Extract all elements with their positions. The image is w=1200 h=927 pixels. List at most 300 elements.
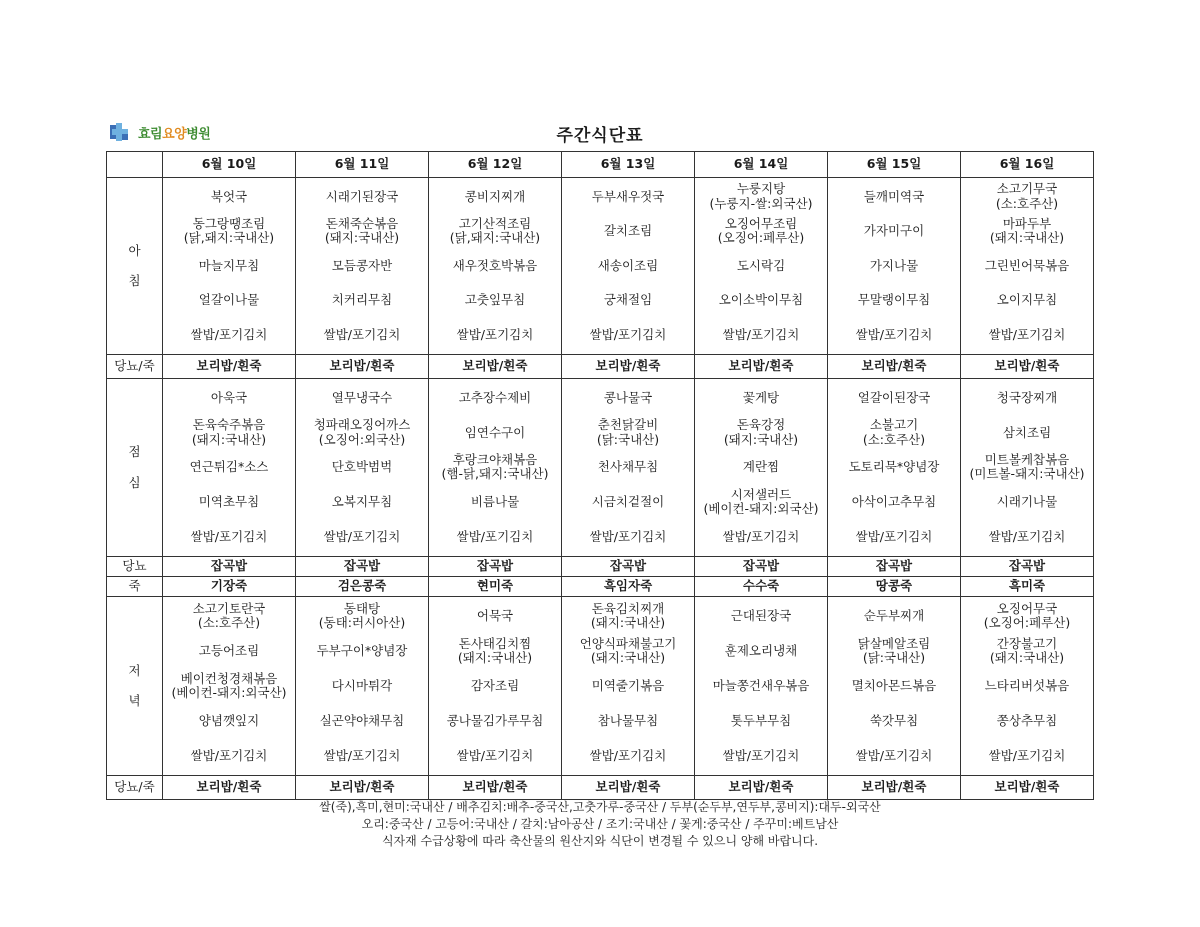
dinner-label-char: 녁 (128, 693, 141, 708)
menu-item (695, 249, 827, 284)
dish-name: 어묵국 (476, 607, 514, 623)
menu-item (961, 450, 1093, 485)
menu-item (562, 180, 694, 215)
origin-note: (오징어:페루산) (717, 230, 805, 246)
dish-name: 새우젓호박볶음 (452, 257, 538, 273)
origin-note: (오징어:페루산) (983, 615, 1071, 630)
dish-name: 돈육강정 (736, 417, 786, 433)
dish-name: 춘천닭갈비 (597, 417, 659, 433)
dish-name: 천사채무침 (597, 459, 659, 475)
dish-name: 고등어조림 (198, 642, 260, 658)
origin-note: (소:호주산) (197, 615, 261, 630)
dinner-label-char: 저 (128, 662, 141, 678)
menu-item (296, 669, 428, 704)
lunch-menu-cell (828, 379, 961, 557)
dish-name: 쌀밥/포기김치 (722, 747, 800, 763)
dish-name: 쌀밥/포기김치 (589, 326, 667, 342)
menu-item (296, 249, 428, 284)
dish-name: 고추장수제비 (458, 389, 532, 405)
menu-item (296, 450, 428, 485)
menu-item (961, 704, 1093, 739)
dish-name: 돈육숙주볶음 (192, 417, 266, 433)
origin-note: (닭:국내산) (862, 650, 926, 665)
day-header: 6월 12일 (429, 152, 562, 178)
lunch-diabetic-row (107, 557, 1094, 577)
dinner-diet-row-cell: 보리밥/흰죽 (163, 776, 296, 800)
menu-item (695, 450, 827, 485)
origin-note: (닭,돼지:국내산) (449, 230, 541, 246)
header-row (107, 152, 1094, 178)
dish-name: 갈치조림 (603, 223, 653, 239)
origin-note: (돼지:국내산) (590, 650, 666, 665)
dish-name: 쌀밥/포기김치 (722, 326, 800, 342)
dish-name: 쌀밥/포기김치 (190, 747, 268, 763)
lunch-porridge-row-cell: 현미죽 (429, 577, 562, 597)
dish-name: 쌀밥/포기김치 (456, 747, 534, 763)
menu-item (562, 669, 694, 704)
dish-name: 쫑상추무침 (996, 712, 1058, 728)
origin-note: (돼지:국내산) (324, 230, 400, 246)
menu-item (429, 520, 561, 555)
menu-item (828, 485, 960, 520)
menu-item (429, 214, 561, 249)
dish-name: 참나물무침 (597, 712, 659, 728)
menu-item (163, 669, 295, 704)
dish-name: 동그랑땡조림 (192, 216, 266, 232)
menu-item (961, 180, 1093, 215)
menu-item (828, 520, 960, 555)
menu-item (828, 704, 960, 739)
dish-name: 톳두부무침 (730, 712, 792, 728)
menu-item (695, 669, 827, 704)
origin-note: (동태:러시아산) (318, 615, 406, 630)
menu-item (695, 485, 827, 520)
lunch-menu-cell (429, 379, 562, 557)
dish-name: 쌀밥/포기김치 (855, 747, 933, 763)
lunch-diabetic-row-cell: 잡곡밥 (296, 557, 429, 577)
menu-item (429, 180, 561, 215)
lunch-diabetic-row-cell: 잡곡밥 (562, 557, 695, 577)
menu-item (562, 520, 694, 555)
menu-item (961, 739, 1093, 774)
menu-item (163, 381, 295, 416)
menu-item (163, 739, 295, 774)
menu-item (429, 704, 561, 739)
dish-name: 마늘지무침 (198, 257, 260, 273)
dinner-menu-cell (163, 597, 296, 776)
dish-name: 도시락김 (736, 257, 786, 273)
menu-item (163, 485, 295, 520)
menu-item (828, 669, 960, 704)
dinner-menu-cell (562, 597, 695, 776)
dish-name: 새송이조림 (597, 257, 659, 273)
lunch-row (107, 379, 1094, 557)
menu-item (163, 283, 295, 318)
dish-name: 쌀밥/포기김치 (323, 747, 401, 763)
dish-name: 얼갈이나물 (198, 292, 260, 308)
menu-item (828, 381, 960, 416)
footer-origin-line-2: 오리:중국산 / 고등어:국내산 / 갈치:남아공산 / 조기:국내산 / 꽃게:중국산 / 주꾸미:베트남산 (361, 817, 839, 831)
breakfast-diet-row-cell: 보리밥/흰죽 (429, 355, 562, 379)
dish-name: 아삭이고추무침 (851, 494, 937, 510)
menu-item (695, 214, 827, 249)
dish-name: 돈육김치찌개 (591, 600, 665, 616)
menu-item (429, 450, 561, 485)
menu-item (163, 599, 295, 634)
dish-name: 돈사태김치찜 (458, 635, 532, 651)
menu-item (296, 739, 428, 774)
menu-item (163, 450, 295, 485)
dish-name: 동태탕 (343, 600, 381, 616)
dish-name: 쌀밥/포기김치 (855, 528, 933, 544)
lunch-menu-cell (562, 379, 695, 557)
menu-item (429, 318, 561, 353)
dish-name: 마파두부 (1002, 216, 1052, 232)
day-header: 6월 15일 (828, 152, 961, 178)
menu-item (163, 180, 295, 215)
day-header: 6월 13일 (562, 152, 695, 178)
menu-item (961, 283, 1093, 318)
breakfast-menu-cell (163, 178, 296, 355)
origin-note: (햄-닭,돼지:국내산) (441, 466, 549, 482)
breakfast-row (107, 178, 1094, 355)
menu-item (828, 739, 960, 774)
breakfast-menu-cell (429, 178, 562, 355)
lunch-porridge-row-cell: 땅콩죽 (828, 577, 961, 597)
menu-item (296, 318, 428, 353)
menu-item (429, 283, 561, 318)
origin-note: (베이컨-돼지:외국산) (171, 685, 287, 700)
menu-item (562, 214, 694, 249)
menu-item (163, 520, 295, 555)
menu-item (296, 180, 428, 215)
dish-name: 콩비지찌개 (464, 188, 526, 204)
dish-name: 고춧잎무침 (464, 292, 526, 308)
dish-name: 청파래오징어까스 (313, 417, 411, 433)
menu-item (562, 381, 694, 416)
dinner-diet-row-cell: 보리밥/흰죽 (296, 776, 429, 800)
dish-name: 가자미구이 (863, 223, 925, 239)
dish-name: 마늘쫑건새우볶음 (712, 677, 810, 693)
dinner-label (107, 597, 163, 776)
dish-name: 베이컨청경채볶음 (180, 670, 278, 686)
breakfast-label-char: 아 (128, 242, 141, 258)
dish-name: 무말랭이무침 (857, 292, 931, 308)
breakfast-diet-row-cell: 보리밥/흰죽 (562, 355, 695, 379)
dish-name: 후랑크야채볶음 (452, 452, 538, 468)
weekly-menu-table (106, 151, 1094, 800)
menu-item (429, 249, 561, 284)
dish-name: 두부새우젓국 (591, 188, 665, 204)
dinner-menu-cell (695, 597, 828, 776)
menu-item (961, 669, 1093, 704)
menu-item (562, 249, 694, 284)
dinner-row (107, 597, 1094, 776)
dish-name: 단호박범벅 (331, 459, 393, 475)
dish-name: 쌀밥/포기김치 (456, 528, 534, 544)
breakfast-label (107, 178, 163, 355)
dinner-menu-cell (296, 597, 429, 776)
menu-item (828, 180, 960, 215)
menu-item (961, 415, 1093, 450)
dinner-diet-row-label: 당뇨/죽 (107, 776, 163, 800)
breakfast-diet-row-cell: 보리밥/흰죽 (695, 355, 828, 379)
menu-item (695, 634, 827, 669)
menu-item (695, 381, 827, 416)
dish-name: 소고기토란국 (192, 600, 266, 616)
dish-name: 언양식파채불고기 (579, 635, 677, 651)
dish-name: 그린빈어묵볶음 (984, 257, 1070, 273)
dish-name: 도토리묵*양념장 (848, 459, 940, 475)
menu-item (163, 249, 295, 284)
menu-item (961, 599, 1093, 634)
dish-name: 미역줄기볶음 (591, 677, 665, 693)
origin-note: (소:호주산) (995, 195, 1059, 211)
dish-name: 시래기된장국 (325, 188, 399, 204)
dish-name: 청국장찌개 (996, 389, 1058, 405)
dinner-diet-row (107, 776, 1094, 800)
menu-item (961, 249, 1093, 284)
dish-name: 쌀밥/포기김치 (589, 747, 667, 763)
lunch-menu-cell (961, 379, 1094, 557)
dinner-diet-row-cell: 보리밥/흰죽 (429, 776, 562, 800)
lunch-label-char: 심 (128, 474, 141, 490)
breakfast-diet-row-cell: 보리밥/흰죽 (828, 355, 961, 379)
dish-name: 오징어무조림 (724, 216, 798, 232)
dinner-diet-row-cell: 보리밥/흰죽 (828, 776, 961, 800)
menu-item (296, 214, 428, 249)
menu-item (562, 415, 694, 450)
menu-item (695, 180, 827, 215)
dish-name: 훈제오리냉채 (724, 642, 798, 658)
breakfast-menu-cell (562, 178, 695, 355)
origin-note: (돼지:국내산) (590, 615, 666, 630)
lunch-porridge-row-cell: 기장죽 (163, 577, 296, 597)
dish-name: 쑥갓무침 (869, 712, 919, 728)
dish-name: 모듬콩자반 (331, 257, 393, 273)
lunch-diabetic-row-label: 당뇨 (107, 557, 163, 577)
menu-item (296, 381, 428, 416)
dish-name: 쌀밥/포기김치 (855, 326, 933, 342)
lunch-porridge-row-cell: 수수죽 (695, 577, 828, 597)
lunch-menu-cell (695, 379, 828, 557)
lunch-diabetic-row-cell: 잡곡밥 (961, 557, 1094, 577)
dish-name: 누룽지탕 (736, 181, 786, 197)
dinner-diet-row-cell: 보리밥/흰죽 (961, 776, 1094, 800)
menu-item (695, 704, 827, 739)
menu-item (296, 599, 428, 634)
menu-item (828, 415, 960, 450)
dish-name: 쌀밥/포기김치 (988, 747, 1066, 763)
menu-item (163, 214, 295, 249)
dish-name: 쌀밥/포기김치 (323, 326, 401, 342)
page-title: 주간식단표 (556, 126, 644, 146)
dish-name: 시래기나물 (996, 494, 1058, 510)
menu-item (828, 599, 960, 634)
menu-item (828, 450, 960, 485)
menu-item (429, 599, 561, 634)
menu-item (961, 381, 1093, 416)
dish-name: 시금치겉절이 (591, 494, 665, 510)
menu-item (296, 520, 428, 555)
lunch-porridge-row (107, 577, 1094, 597)
footer-origin-line-1: 쌀(죽),흑미,현미:국내산 / 배추김치:배추-중국산,고춧가루-중국산 / 두부(순두부,연두부,콩비지):대두-외국산 (319, 800, 881, 814)
menu-item (429, 634, 561, 669)
origin-note: (소:호주산) (862, 431, 926, 447)
dish-name: 얼갈이된장국 (857, 389, 931, 405)
menu-item (163, 415, 295, 450)
origin-note: (오징어:외국산) (318, 431, 406, 447)
dish-name: 쌀밥/포기김치 (190, 326, 268, 342)
dish-name: 멸치아몬드볶음 (851, 677, 937, 693)
breakfast-diet-row-cell: 보리밥/흰죽 (961, 355, 1094, 379)
menu-item (828, 634, 960, 669)
dish-name: 오이소박이무침 (718, 292, 804, 308)
dish-name: 고기산적조림 (458, 216, 532, 232)
menu-item (695, 415, 827, 450)
footer-notice: 식자재 수급상황에 따라 축산물의 원산지와 식단이 변경될 수 있으니 양해 바랍니다. (381, 834, 819, 848)
dish-name: 비름나물 (470, 494, 520, 510)
menu-item (695, 283, 827, 318)
menu-item (695, 599, 827, 634)
origin-note: (닭,돼지:국내산) (183, 230, 275, 246)
lunch-porridge-row-label: 죽 (107, 577, 163, 597)
origin-note: (베이컨-돼지:외국산) (703, 501, 819, 517)
menu-item (296, 415, 428, 450)
menu-item (429, 739, 561, 774)
menu-item (961, 520, 1093, 555)
lunch-label-char: 점 (128, 444, 141, 460)
menu-item (562, 450, 694, 485)
menu-item (828, 249, 960, 284)
breakfast-diet-row (107, 355, 1094, 379)
breakfast-menu-cell (828, 178, 961, 355)
lunch-diabetic-row-cell: 잡곡밥 (695, 557, 828, 577)
day-header: 6월 14일 (695, 152, 828, 178)
dish-name: 쌀밥/포기김치 (190, 528, 268, 544)
lunch-diabetic-row-cell: 잡곡밥 (828, 557, 961, 577)
dish-name: 오징어무국 (996, 600, 1058, 616)
dish-name: 계란찜 (742, 459, 780, 475)
menu-item (961, 214, 1093, 249)
dish-name: 닭살메알조림 (857, 635, 931, 651)
dish-name: 들깨미역국 (863, 188, 925, 204)
dish-name: 실곤약야채무침 (319, 712, 405, 728)
dish-name: 간장불고기 (996, 635, 1058, 651)
menu-item (296, 634, 428, 669)
header-corner (107, 152, 163, 178)
dish-name: 쌀밥/포기김치 (323, 528, 401, 544)
origin-note: (돼지:국내산) (989, 650, 1065, 665)
dinner-diet-row-cell: 보리밥/흰죽 (695, 776, 828, 800)
dinner-menu-cell (961, 597, 1094, 776)
dinner-diet-row-cell: 보리밥/흰죽 (562, 776, 695, 800)
dish-name: 북엇국 (210, 188, 248, 204)
menu-item (828, 318, 960, 353)
day-header: 6월 11일 (296, 152, 429, 178)
dish-name: 근대된장국 (730, 607, 792, 623)
menu-item (695, 739, 827, 774)
menu-item (429, 381, 561, 416)
lunch-diabetic-row-cell: 잡곡밥 (163, 557, 296, 577)
menu-item (695, 520, 827, 555)
dish-name: 가지나물 (869, 257, 919, 273)
origin-note: (돼지:국내산) (723, 431, 799, 447)
menu-item (562, 599, 694, 634)
dish-name: 꽃게탕 (742, 389, 780, 405)
lunch-porridge-row-cell: 흑임자죽 (562, 577, 695, 597)
dish-name: 임연수구이 (464, 424, 526, 440)
menu-item (562, 283, 694, 318)
dinner-menu-cell (429, 597, 562, 776)
origin-note: (미트볼-돼지:국내산) (969, 466, 1085, 482)
dish-name: 치커리무침 (331, 292, 393, 308)
lunch-diabetic-row-cell: 잡곡밥 (429, 557, 562, 577)
dish-name: 콩나물김가루무침 (446, 712, 544, 728)
dish-name: 양념깻잎지 (198, 712, 260, 728)
menu-item (429, 415, 561, 450)
lunch-label (107, 379, 163, 557)
dinner-menu-cell (828, 597, 961, 776)
origin-note: (누룽지-쌀:외국산) (709, 195, 813, 211)
breakfast-label-char: 침 (128, 273, 141, 288)
dish-name: 미역초무침 (198, 494, 260, 510)
dish-name: 순두부찌개 (863, 607, 925, 623)
dish-name: 감자조림 (470, 677, 520, 693)
dish-name: 시저샐러드 (730, 486, 792, 502)
dish-name: 두부구이*양념장 (316, 642, 408, 658)
dish-name: 쌀밥/포기김치 (722, 528, 800, 544)
dish-name: 오이지무침 (996, 292, 1058, 308)
dish-name: 다시마튀각 (331, 677, 393, 693)
dish-name: 콩나물국 (603, 389, 653, 405)
breakfast-diet-row-cell: 보리밥/흰죽 (296, 355, 429, 379)
lunch-porridge-row-cell: 검은콩죽 (296, 577, 429, 597)
origin-note: (돼지:국내산) (989, 230, 1065, 246)
menu-item (961, 485, 1093, 520)
dish-name: 연근튀김*소스 (189, 459, 269, 475)
breakfast-diet-row-label: 당뇨/죽 (107, 355, 163, 379)
menu-item (163, 318, 295, 353)
dish-name: 미트볼케찹볶음 (984, 452, 1070, 468)
dish-name: 소고기무국 (996, 181, 1058, 197)
menu-item (695, 318, 827, 353)
lunch-menu-cell (163, 379, 296, 557)
menu-item (429, 669, 561, 704)
footer-notes (0, 799, 1200, 850)
origin-note: (돼지:국내산) (191, 431, 267, 447)
breakfast-menu-cell (695, 178, 828, 355)
dish-name: 쌀밥/포기김치 (456, 326, 534, 342)
breakfast-menu-cell (961, 178, 1094, 355)
menu-item (163, 704, 295, 739)
dish-name: 쌀밥/포기김치 (988, 326, 1066, 342)
dish-name: 아욱국 (210, 389, 248, 405)
menu-item (562, 634, 694, 669)
menu-item (828, 283, 960, 318)
origin-note: (돼지:국내산) (457, 650, 533, 665)
menu-item (562, 739, 694, 774)
day-header: 6월 10일 (163, 152, 296, 178)
menu-item (296, 283, 428, 318)
dish-name: 느타리버섯볶음 (984, 677, 1070, 693)
dish-name: 오복지무침 (331, 494, 393, 510)
dish-name: 열무냉국수 (331, 389, 393, 405)
origin-note: (닭:국내산) (596, 431, 660, 447)
day-header: 6월 16일 (961, 152, 1094, 178)
dish-name: 돈채죽순볶음 (325, 216, 399, 232)
breakfast-diet-row-cell: 보리밥/흰죽 (163, 355, 296, 379)
